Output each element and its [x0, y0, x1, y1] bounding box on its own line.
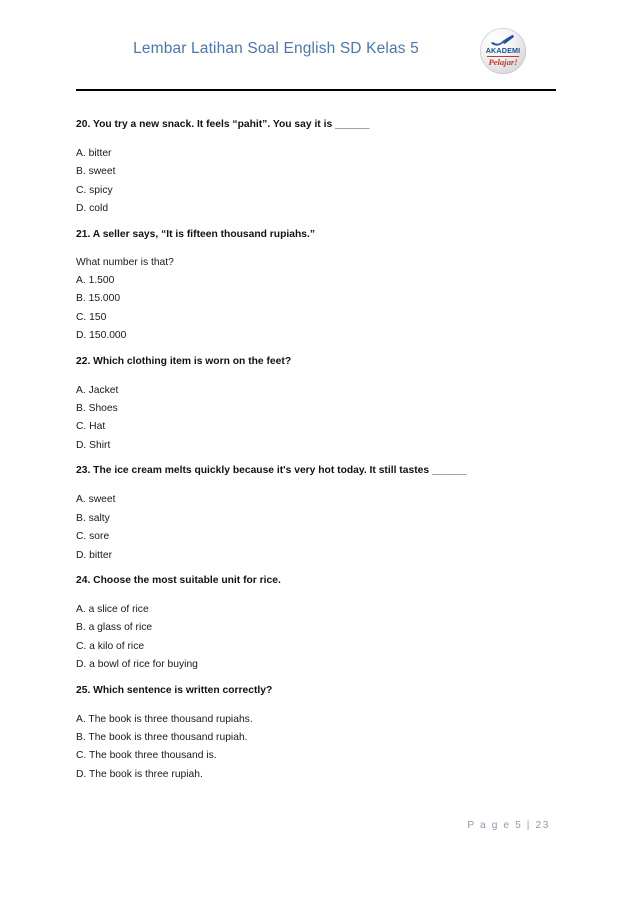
option-b[interactable]: B. 15.000 — [76, 293, 121, 305]
logo-akademi-text: AKADEMI — [485, 46, 521, 55]
question-stem: 20. You try a new snack. It feels “pahit”. You say it is ______ — [76, 119, 370, 130]
option-c[interactable]: C. spicy — [76, 184, 113, 196]
questions-container — [76, 118, 576, 784]
option-a[interactable]: A. 1.500 — [76, 275, 115, 287]
option-c[interactable]: C. Hat — [76, 421, 106, 433]
question-block-21 — [76, 228, 576, 346]
option-d[interactable]: D. The book is three rupiah. — [76, 768, 203, 780]
question-block-24 — [76, 574, 576, 675]
option-d[interactable]: D. Shirt — [76, 439, 111, 451]
question-block-22 — [76, 355, 576, 456]
question-block-20 — [76, 118, 576, 219]
page-header — [76, 26, 556, 88]
option-b[interactable]: B. a glass of rice — [76, 622, 153, 634]
question-subprompt: What number is that? — [76, 256, 174, 268]
question-stem: 24. Choose the most suitable unit for rice. — [76, 574, 281, 586]
option-d[interactable]: D. 150.000 — [76, 330, 127, 342]
option-a[interactable]: A. sweet — [76, 494, 116, 506]
option-b[interactable]: B. The book is three thousand rupiah. — [76, 731, 248, 743]
option-a[interactable]: A. Jacket — [76, 384, 119, 396]
option-c[interactable]: C. a kilo of rice — [76, 640, 145, 652]
akademi-pelajar-logo — [480, 28, 526, 74]
header-divider-rule — [76, 89, 556, 91]
option-d[interactable]: D. a bowl of rice for buying — [76, 659, 198, 671]
question-stem: 21. A seller says, “It is fifteen thousand rupiahs.” — [76, 228, 315, 240]
question-stem: 25. Which sentence is written correctly? — [76, 684, 273, 696]
option-a[interactable]: A. bitter — [76, 148, 112, 159]
question-stem: 22. Which clothing item is worn on the feet? — [76, 355, 292, 367]
option-d[interactable]: D. bitter — [76, 549, 113, 561]
logo-pelajar-text: Pelajar! — [488, 57, 518, 67]
question-block-25 — [76, 684, 576, 785]
option-a[interactable]: A. a slice of rice — [76, 603, 149, 615]
question-block-23 — [76, 464, 576, 565]
option-b[interactable]: B. Shoes — [76, 403, 118, 415]
option-b[interactable]: B. sweet — [76, 166, 116, 178]
option-d[interactable]: D. cold — [76, 203, 109, 215]
option-a[interactable]: A. The book is three thousand rupiahs. — [76, 713, 253, 725]
option-b[interactable]: B. salty — [76, 512, 110, 524]
option-c[interactable]: C. The book three thousand is. — [76, 750, 217, 762]
page-title: Lembar Latihan Soal English SD Kelas 5 — [133, 40, 419, 57]
option-c[interactable]: C. 150 — [76, 311, 107, 323]
page-footer: P a g e 5 | 23 — [467, 820, 550, 831]
question-stem: 23. The ice cream melts quickly because it's very hot today. It still tastes ______ — [76, 465, 467, 477]
option-c[interactable]: C. sore — [76, 531, 110, 543]
